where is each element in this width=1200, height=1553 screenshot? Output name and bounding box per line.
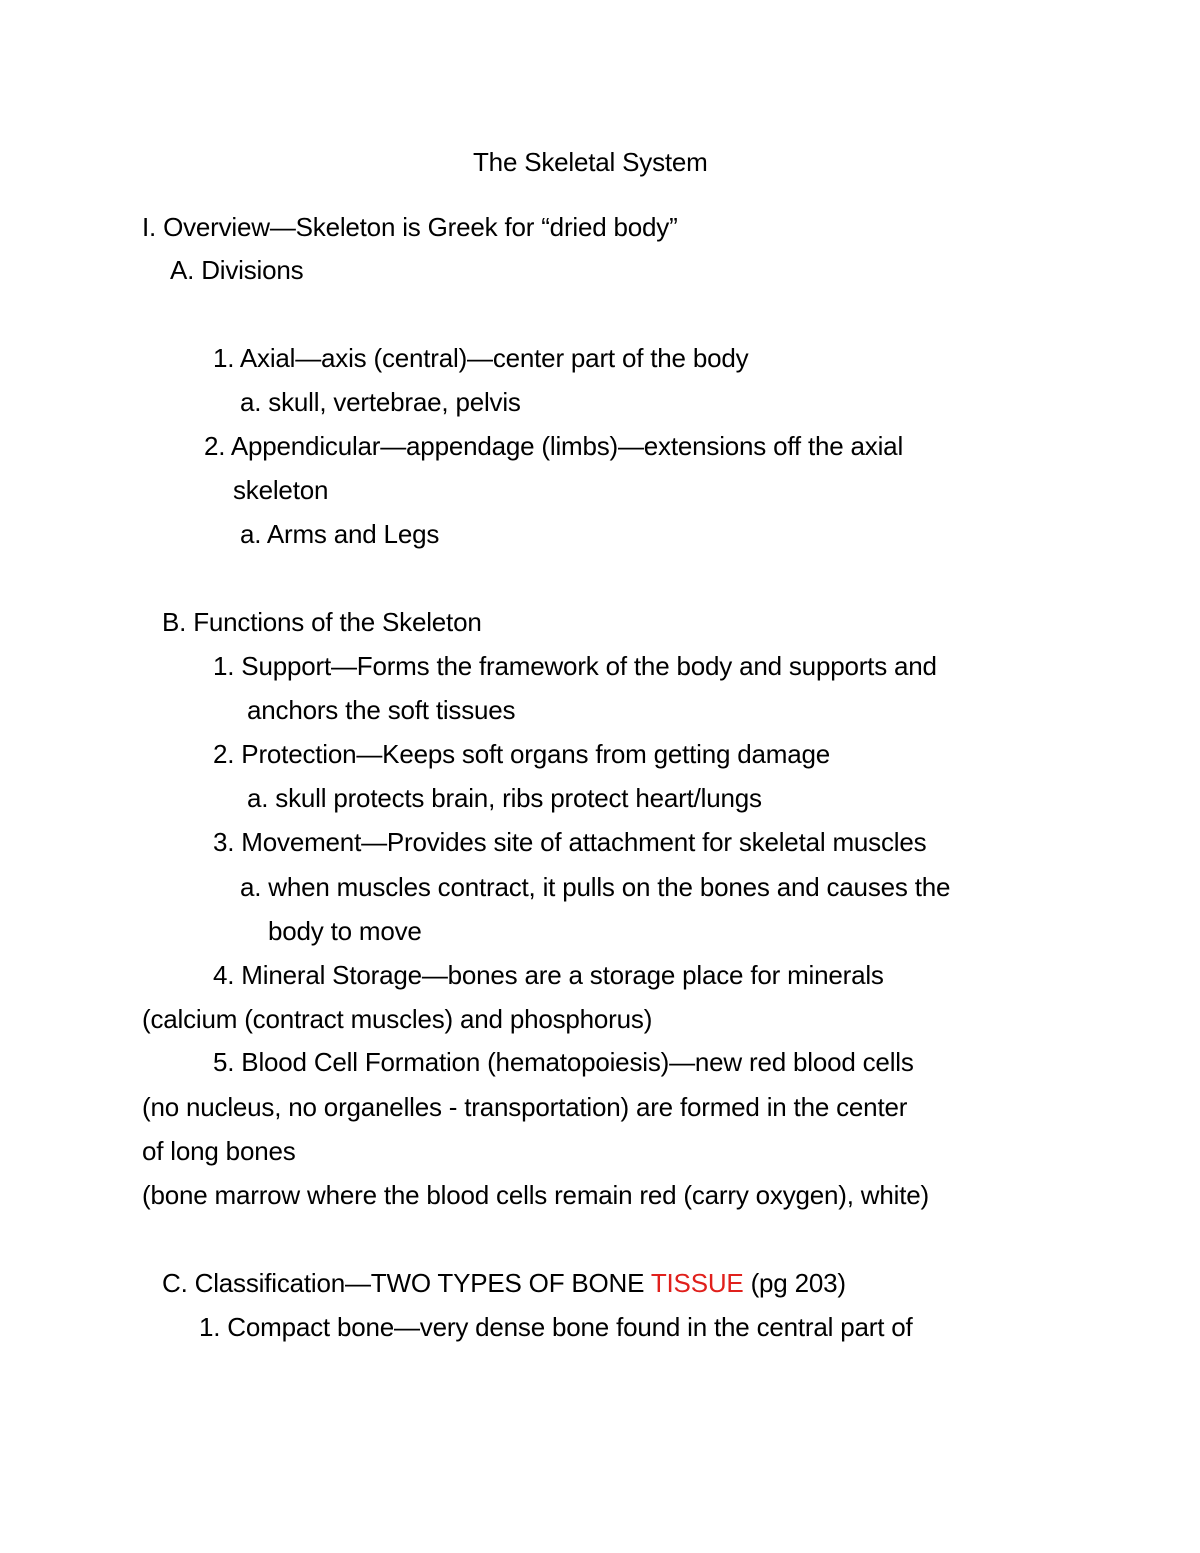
- item-compact-bone: 1. Compact bone—very dense bone found in the central part of: [199, 1312, 913, 1342]
- classification-page-ref: (pg 203): [743, 1268, 846, 1298]
- item-movement: 3. Movement—Provides site of attachment for skeletal muscles: [213, 827, 927, 857]
- item-support: 1. Support—Forms the framework of the body and supports and: [213, 651, 937, 681]
- subsection-classification: [162, 1267, 846, 1299]
- item-mineral-storage-continued: (calcium (contract muscles) and phosphorus): [142, 1004, 653, 1034]
- item-axial: 1. Axial—axis (central)—center part of the body: [213, 343, 749, 373]
- item-support-continued: anchors the soft tissues: [247, 695, 516, 725]
- subsection-divisions: A. Divisions: [170, 255, 304, 285]
- classification-highlight: TISSUE: [650, 1268, 744, 1298]
- item-blood-cell-formation: 5. Blood Cell Formation (hematopoiesis)—new red blood cells: [213, 1047, 914, 1077]
- item-bone-marrow-note: (bone marrow where the blood cells remain red (carry oxygen), white): [142, 1180, 929, 1210]
- subitem-movement-detail-continued: body to move: [268, 916, 422, 946]
- item-mineral-storage: 4. Mineral Storage—bones are a storage place for minerals: [213, 960, 884, 990]
- item-appendicular: 2. Appendicular—appendage (limbs)—extensions off the axial: [204, 431, 904, 461]
- subsection-functions: B. Functions of the Skeleton: [162, 607, 482, 637]
- subitem-protection-examples: a. skull protects brain, ribs protect heart/lungs: [247, 783, 762, 813]
- item-blood-cell-formation-continued-1: (no nucleus, no organelles - transportation) are formed in the center: [142, 1092, 908, 1122]
- subitem-axial-examples: a. skull, vertebrae, pelvis: [240, 387, 521, 417]
- classification-text: C. Classification—TWO TYPES OF BONE: [162, 1268, 651, 1298]
- item-appendicular-continued: skeleton: [233, 475, 329, 505]
- subitem-appendicular-examples: a. Arms and Legs: [240, 519, 440, 549]
- subitem-movement-detail: a. when muscles contract, it pulls on the bones and causes the: [240, 872, 951, 902]
- item-blood-cell-formation-continued-2: of long bones: [142, 1136, 296, 1166]
- item-protection: 2. Protection—Keeps soft organs from getting damage: [213, 739, 831, 769]
- page-title: The Skeletal System: [473, 147, 708, 177]
- section-overview: I. Overview—Skeleton is Greek for “dried body”: [142, 212, 678, 242]
